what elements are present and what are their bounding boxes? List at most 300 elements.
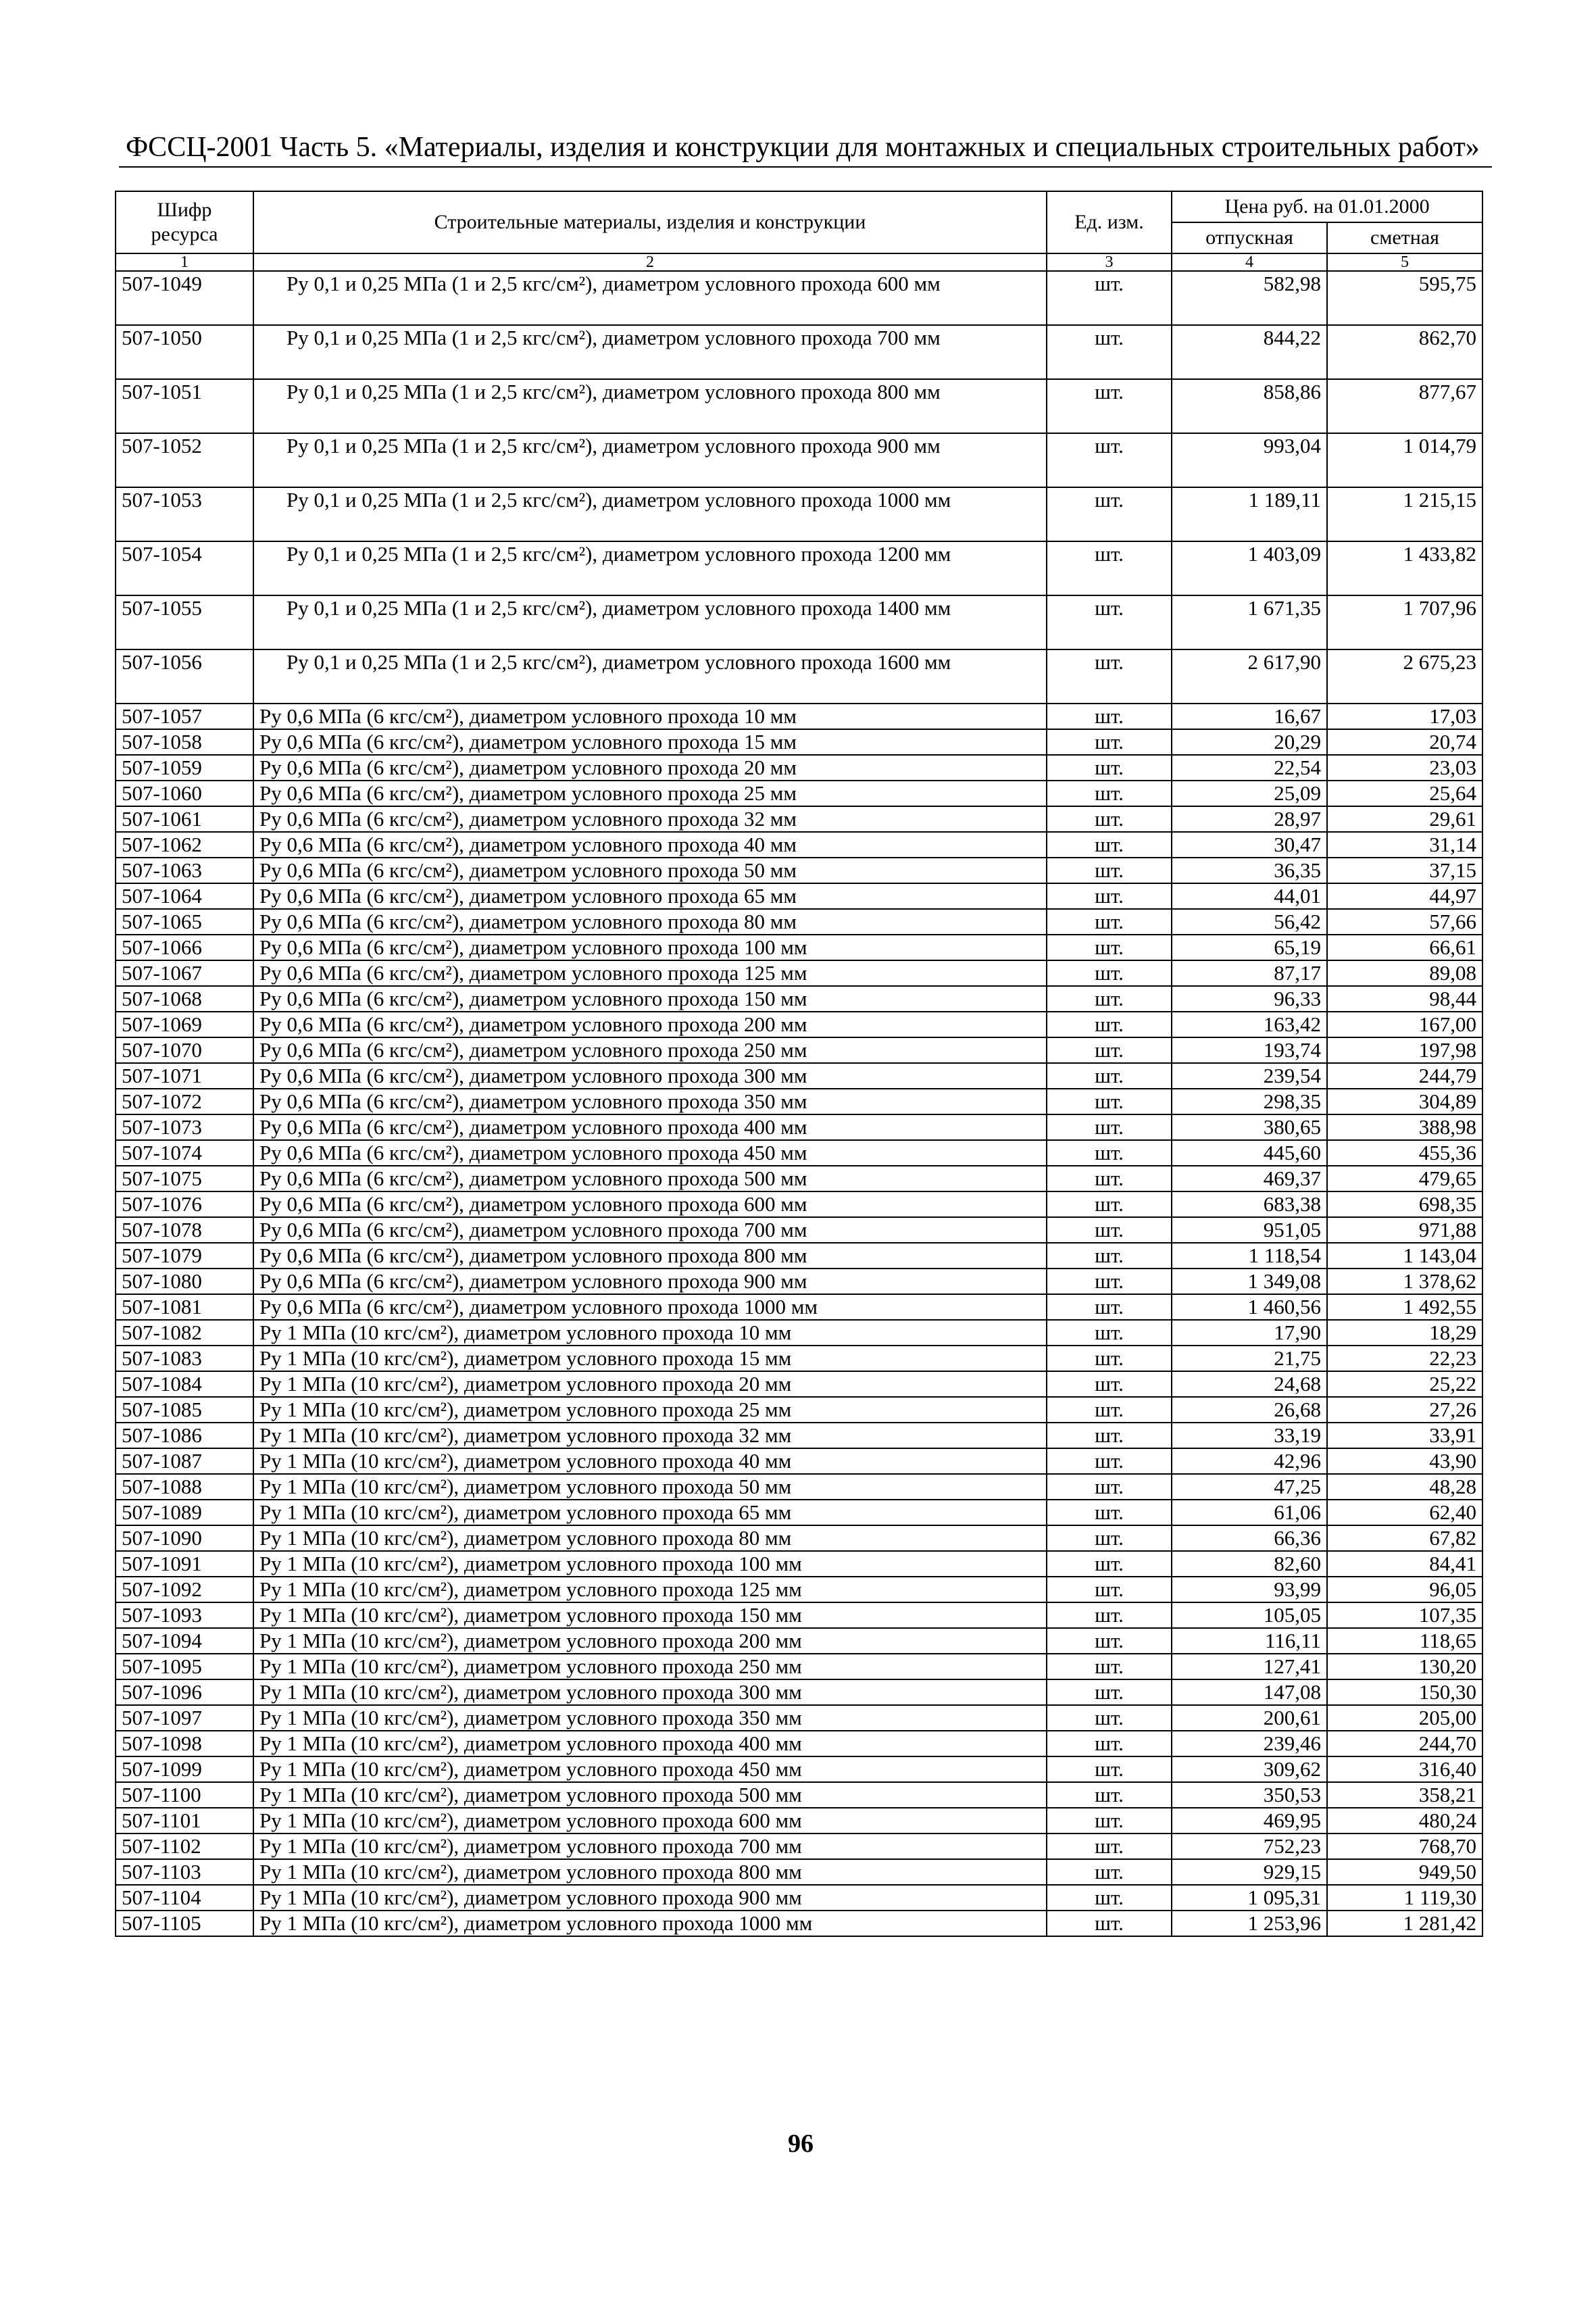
wholesale-price-cell: 47,25 — [1172, 1474, 1327, 1500]
estimate-price-cell: 67,82 — [1327, 1525, 1482, 1551]
description-cell: Ру 0,6 МПа (6 кгс/см²), диаметром условного прохода 65 мм — [253, 883, 1047, 909]
estimate-price-cell: 29,61 — [1327, 806, 1482, 832]
unit-cell: шт. — [1047, 1551, 1172, 1577]
table-row — [116, 1756, 1482, 1782]
estimate-price-cell: 84,41 — [1327, 1551, 1482, 1577]
unit-cell: шт. — [1047, 1885, 1172, 1911]
estimate-price-cell: 17,03 — [1327, 704, 1482, 729]
code-cell: 507-1052 — [116, 433, 253, 487]
unit-cell: шт. — [1047, 1833, 1172, 1859]
estimate-price-cell: 949,50 — [1327, 1859, 1482, 1885]
description-cell: Ру 1 МПа (10 кгс/см²), диаметром условного прохода 65 мм — [253, 1500, 1047, 1525]
estimate-price-cell: 43,90 — [1327, 1448, 1482, 1474]
wholesale-price-cell: 582,98 — [1172, 271, 1327, 325]
wholesale-price-cell: 239,46 — [1172, 1731, 1327, 1756]
wholesale-price-cell: 469,95 — [1172, 1808, 1327, 1833]
code-cell: 507-1081 — [116, 1294, 253, 1320]
code-cell: 507-1103 — [116, 1859, 253, 1885]
estimate-price-cell: 150,30 — [1327, 1679, 1482, 1705]
wholesale-price-cell: 30,47 — [1172, 832, 1327, 858]
table-row — [116, 1294, 1482, 1320]
table-row — [116, 1628, 1482, 1654]
wholesale-price-cell: 87,17 — [1172, 960, 1327, 986]
code-cell: 507-1095 — [116, 1654, 253, 1679]
header-wholesale: отпускная — [1172, 222, 1327, 253]
table-row — [116, 1346, 1482, 1371]
wholesale-price-cell: 24,68 — [1172, 1371, 1327, 1397]
description-cell: Ру 0,6 МПа (6 кгс/см²), диаметром условного прохода 15 мм — [253, 729, 1047, 755]
code-cell: 507-1073 — [116, 1114, 253, 1140]
wholesale-price-cell: 1 095,31 — [1172, 1885, 1327, 1911]
code-cell: 507-1056 — [116, 649, 253, 704]
table-row — [116, 1320, 1482, 1346]
unit-cell: шт. — [1047, 1525, 1172, 1551]
wholesale-price-cell: 93,99 — [1172, 1577, 1327, 1602]
unit-cell: шт. — [1047, 960, 1172, 986]
code-cell: 507-1051 — [116, 379, 253, 433]
table-row — [116, 806, 1482, 832]
wholesale-price-cell: 17,90 — [1172, 1320, 1327, 1346]
estimate-price-cell: 89,08 — [1327, 960, 1482, 986]
code-cell: 507-1058 — [116, 729, 253, 755]
estimate-price-cell: 358,21 — [1327, 1782, 1482, 1808]
unit-cell: шт. — [1047, 1166, 1172, 1191]
estimate-price-cell: 62,40 — [1327, 1500, 1482, 1525]
table-row — [116, 271, 1482, 325]
estimate-price-cell: 31,14 — [1327, 832, 1482, 858]
estimate-price-cell: 1 014,79 — [1327, 433, 1482, 487]
wholesale-price-cell: 20,29 — [1172, 729, 1327, 755]
table-row — [116, 883, 1482, 909]
table-row — [116, 1705, 1482, 1731]
table-row — [116, 1885, 1482, 1911]
code-cell: 507-1074 — [116, 1140, 253, 1166]
code-cell: 507-1072 — [116, 1089, 253, 1114]
code-cell: 507-1096 — [116, 1679, 253, 1705]
unit-cell: шт. — [1047, 1269, 1172, 1294]
code-cell: 507-1104 — [116, 1885, 253, 1911]
estimate-price-cell: 25,22 — [1327, 1371, 1482, 1397]
table-row — [116, 960, 1482, 986]
unit-cell: шт. — [1047, 1063, 1172, 1089]
unit-cell: шт. — [1047, 325, 1172, 379]
unit-cell: шт. — [1047, 909, 1172, 935]
description-cell: Ру 1 МПа (10 кгс/см²), диаметром условного прохода 900 мм — [253, 1885, 1047, 1911]
description-cell: Ру 1 МПа (10 кгс/см²), диаметром условного прохода 700 мм — [253, 1833, 1047, 1859]
wholesale-price-cell: 350,53 — [1172, 1782, 1327, 1808]
description-cell: Ру 0,1 и 0,25 МПа (1 и 2,5 кгс/см²), диаметром условного прохода 800 мм — [253, 379, 1047, 433]
description-cell: Ру 0,6 МПа (6 кгс/см²), диаметром условного прохода 32 мм — [253, 806, 1047, 832]
description-cell: Ру 1 МПа (10 кгс/см²), диаметром условного прохода 600 мм — [253, 1808, 1047, 1833]
code-cell: 507-1083 — [116, 1346, 253, 1371]
estimate-price-cell: 1 433,82 — [1327, 541, 1482, 595]
wholesale-price-cell: 1 671,35 — [1172, 595, 1327, 649]
wholesale-price-cell: 200,61 — [1172, 1705, 1327, 1731]
wholesale-price-cell: 96,33 — [1172, 986, 1327, 1012]
header-price-group: Цена руб. на 01.01.2000 — [1172, 191, 1482, 222]
estimate-price-cell: 455,36 — [1327, 1140, 1482, 1166]
unit-cell: шт. — [1047, 1474, 1172, 1500]
estimate-price-cell: 877,67 — [1327, 379, 1482, 433]
table-row — [116, 1731, 1482, 1756]
code-cell: 507-1063 — [116, 858, 253, 883]
description-cell: Ру 1 МПа (10 кгс/см²), диаметром условного прохода 10 мм — [253, 1320, 1047, 1346]
wholesale-price-cell: 844,22 — [1172, 325, 1327, 379]
estimate-price-cell: 971,88 — [1327, 1217, 1482, 1243]
estimate-price-cell: 37,15 — [1327, 858, 1482, 883]
table-row — [116, 433, 1482, 487]
estimate-price-cell: 66,61 — [1327, 935, 1482, 960]
wholesale-price-cell: 61,06 — [1172, 1500, 1327, 1525]
table-row — [116, 1243, 1482, 1269]
description-cell: Ру 1 МПа (10 кгс/см²), диаметром условного прохода 250 мм — [253, 1654, 1047, 1679]
code-cell: 507-1099 — [116, 1756, 253, 1782]
description-cell: Ру 0,6 МПа (6 кгс/см²), диаметром условного прохода 50 мм — [253, 858, 1047, 883]
estimate-price-cell: 1 707,96 — [1327, 595, 1482, 649]
unit-cell: шт. — [1047, 487, 1172, 541]
code-cell: 507-1062 — [116, 832, 253, 858]
unit-cell: шт. — [1047, 1217, 1172, 1243]
table-row — [116, 1782, 1482, 1808]
wholesale-price-cell: 445,60 — [1172, 1140, 1327, 1166]
table-row — [116, 1063, 1482, 1089]
wholesale-price-cell: 469,37 — [1172, 1166, 1327, 1191]
estimate-price-cell: 205,00 — [1327, 1705, 1482, 1731]
code-cell: 507-1087 — [116, 1448, 253, 1474]
description-cell: Ру 0,6 МПа (6 кгс/см²), диаметром условного прохода 40 мм — [253, 832, 1047, 858]
unit-cell: шт. — [1047, 1577, 1172, 1602]
code-cell: 507-1089 — [116, 1500, 253, 1525]
code-cell: 507-1068 — [116, 986, 253, 1012]
table-row — [116, 909, 1482, 935]
unit-cell: шт. — [1047, 1859, 1172, 1885]
code-cell: 507-1057 — [116, 704, 253, 729]
description-cell: Ру 0,6 МПа (6 кгс/см²), диаметром условного прохода 250 мм — [253, 1037, 1047, 1063]
estimate-price-cell: 130,20 — [1327, 1654, 1482, 1679]
description-cell: Ру 0,6 МПа (6 кгс/см²), диаметром условного прохода 1000 мм — [253, 1294, 1047, 1320]
table-row — [116, 729, 1482, 755]
wholesale-price-cell: 1 253,96 — [1172, 1911, 1327, 1936]
estimate-price-cell: 18,29 — [1327, 1320, 1482, 1346]
estimate-price-cell: 1 215,15 — [1327, 487, 1482, 541]
estimate-price-cell: 388,98 — [1327, 1114, 1482, 1140]
table-row — [116, 379, 1482, 433]
table-body — [116, 271, 1482, 1936]
column-number: 2 — [253, 253, 1047, 271]
wholesale-price-cell: 33,19 — [1172, 1423, 1327, 1448]
wholesale-price-cell: 105,05 — [1172, 1602, 1327, 1628]
description-cell: Ру 0,1 и 0,25 МПа (1 и 2,5 кгс/см²), диаметром условного прохода 1200 мм — [253, 541, 1047, 595]
estimate-price-cell: 197,98 — [1327, 1037, 1482, 1063]
code-cell: 507-1075 — [116, 1166, 253, 1191]
unit-cell: шт. — [1047, 541, 1172, 595]
estimate-price-cell: 23,03 — [1327, 755, 1482, 781]
description-cell: Ру 0,6 МПа (6 кгс/см²), диаметром условного прохода 350 мм — [253, 1089, 1047, 1114]
estimate-price-cell: 698,35 — [1327, 1191, 1482, 1217]
table-row — [116, 1217, 1482, 1243]
description-cell: Ру 1 МПа (10 кгс/см²), диаметром условного прохода 40 мм — [253, 1448, 1047, 1474]
table-row — [116, 487, 1482, 541]
wholesale-price-cell: 1 118,54 — [1172, 1243, 1327, 1269]
unit-cell: шт. — [1047, 1294, 1172, 1320]
description-cell: Ру 0,6 МПа (6 кгс/см²), диаметром условного прохода 80 мм — [253, 909, 1047, 935]
description-cell: Ру 0,1 и 0,25 МПа (1 и 2,5 кгс/см²), диаметром условного прохода 700 мм — [253, 325, 1047, 379]
wholesale-price-cell: 239,54 — [1172, 1063, 1327, 1089]
wholesale-price-cell: 36,35 — [1172, 858, 1327, 883]
unit-cell: шт. — [1047, 595, 1172, 649]
estimate-price-cell: 1 492,55 — [1327, 1294, 1482, 1320]
description-cell: Ру 1 МПа (10 кгс/см²), диаметром условного прохода 20 мм — [253, 1371, 1047, 1397]
unit-cell: шт. — [1047, 433, 1172, 487]
table-row — [116, 1423, 1482, 1448]
wholesale-price-cell: 1 460,56 — [1172, 1294, 1327, 1320]
description-cell: Ру 1 МПа (10 кгс/см²), диаметром условного прохода 50 мм — [253, 1474, 1047, 1500]
estimate-price-cell: 44,97 — [1327, 883, 1482, 909]
table-row — [116, 325, 1482, 379]
description-cell: Ру 1 МПа (10 кгс/см²), диаметром условного прохода 200 мм — [253, 1628, 1047, 1654]
table-row — [116, 1474, 1482, 1500]
code-cell: 507-1071 — [116, 1063, 253, 1089]
code-cell: 507-1076 — [116, 1191, 253, 1217]
estimate-price-cell: 480,24 — [1327, 1808, 1482, 1833]
unit-cell: шт. — [1047, 1243, 1172, 1269]
wholesale-price-cell: 1 189,11 — [1172, 487, 1327, 541]
wholesale-price-cell: 298,35 — [1172, 1089, 1327, 1114]
price-table — [115, 191, 1483, 1937]
unit-cell: шт. — [1047, 1191, 1172, 1217]
table-row — [116, 986, 1482, 1012]
unit-cell: шт. — [1047, 379, 1172, 433]
code-cell: 507-1080 — [116, 1269, 253, 1294]
header-code: Шифр ресурса — [116, 191, 253, 253]
unit-cell: шт. — [1047, 1756, 1172, 1782]
unit-cell: шт. — [1047, 1089, 1172, 1114]
wholesale-price-cell: 929,15 — [1172, 1859, 1327, 1885]
code-cell: 507-1100 — [116, 1782, 253, 1808]
estimate-price-cell: 316,40 — [1327, 1756, 1482, 1782]
code-cell: 507-1061 — [116, 806, 253, 832]
code-cell: 507-1065 — [116, 909, 253, 935]
description-cell: Ру 0,1 и 0,25 МПа (1 и 2,5 кгс/см²), диаметром условного прохода 600 мм — [253, 271, 1047, 325]
estimate-price-cell: 1 143,04 — [1327, 1243, 1482, 1269]
table-row — [116, 1371, 1482, 1397]
unit-cell: шт. — [1047, 1705, 1172, 1731]
description-cell: Ру 1 МПа (10 кгс/см²), диаметром условного прохода 80 мм — [253, 1525, 1047, 1551]
header-estimate: сметная — [1327, 222, 1482, 253]
wholesale-price-cell: 309,62 — [1172, 1756, 1327, 1782]
description-cell: Ру 0,6 МПа (6 кгс/см²), диаметром условного прохода 900 мм — [253, 1269, 1047, 1294]
unit-cell: шт. — [1047, 1679, 1172, 1705]
code-cell: 507-1066 — [116, 935, 253, 960]
description-cell: Ру 0,6 МПа (6 кгс/см²), диаметром условного прохода 25 мм — [253, 781, 1047, 806]
unit-cell: шт. — [1047, 832, 1172, 858]
column-number: 4 — [1172, 253, 1327, 271]
description-cell: Ру 0,6 МПа (6 кгс/см²), диаметром условного прохода 700 мм — [253, 1217, 1047, 1243]
unit-cell: шт. — [1047, 1371, 1172, 1397]
unit-cell: шт. — [1047, 883, 1172, 909]
code-cell: 507-1069 — [116, 1012, 253, 1037]
code-cell: 507-1060 — [116, 781, 253, 806]
unit-cell: шт. — [1047, 1911, 1172, 1936]
code-cell: 507-1097 — [116, 1705, 253, 1731]
description-cell: Ру 1 МПа (10 кгс/см²), диаметром условного прохода 100 мм — [253, 1551, 1047, 1577]
table-row — [116, 1089, 1482, 1114]
unit-cell: шт. — [1047, 755, 1172, 781]
wholesale-price-cell: 26,68 — [1172, 1397, 1327, 1423]
unit-cell: шт. — [1047, 1654, 1172, 1679]
code-cell: 507-1091 — [116, 1551, 253, 1577]
wholesale-price-cell: 16,67 — [1172, 704, 1327, 729]
description-cell: Ру 0,6 МПа (6 кгс/см²), диаметром условного прохода 500 мм — [253, 1166, 1047, 1191]
description-cell: Ру 0,1 и 0,25 МПа (1 и 2,5 кгс/см²), диаметром условного прохода 1000 мм — [253, 487, 1047, 541]
wholesale-price-cell: 1 349,08 — [1172, 1269, 1327, 1294]
column-number: 5 — [1327, 253, 1482, 271]
unit-cell: шт. — [1047, 649, 1172, 704]
code-cell: 507-1079 — [116, 1243, 253, 1269]
wholesale-price-cell: 42,96 — [1172, 1448, 1327, 1474]
code-cell: 507-1053 — [116, 487, 253, 541]
unit-cell: шт. — [1047, 1423, 1172, 1448]
wholesale-price-cell: 1 403,09 — [1172, 541, 1327, 595]
table-row — [116, 541, 1482, 595]
wholesale-price-cell: 752,23 — [1172, 1833, 1327, 1859]
page-header: ФССЦ-2001 Часть 5. «Материалы, изделия и конструкции для монтажных и специальных строительных работ» — [126, 132, 1480, 163]
wholesale-price-cell: 993,04 — [1172, 433, 1327, 487]
code-cell: 507-1088 — [116, 1474, 253, 1500]
unit-cell: шт. — [1047, 1320, 1172, 1346]
table-row — [116, 704, 1482, 729]
table-row — [116, 1577, 1482, 1602]
code-cell: 507-1054 — [116, 541, 253, 595]
estimate-price-cell: 22,23 — [1327, 1346, 1482, 1371]
unit-cell: шт. — [1047, 271, 1172, 325]
header-rule — [119, 166, 1492, 168]
wholesale-price-cell: 21,75 — [1172, 1346, 1327, 1371]
table-row — [116, 935, 1482, 960]
unit-cell: шт. — [1047, 1448, 1172, 1474]
wholesale-price-cell: 28,97 — [1172, 806, 1327, 832]
wholesale-price-cell: 22,54 — [1172, 755, 1327, 781]
table-row — [116, 781, 1482, 806]
code-cell: 507-1067 — [116, 960, 253, 986]
description-cell: Ру 1 МПа (10 кгс/см²), диаметром условного прохода 500 мм — [253, 1782, 1047, 1808]
estimate-price-cell: 118,65 — [1327, 1628, 1482, 1654]
wholesale-price-cell: 44,01 — [1172, 883, 1327, 909]
description-cell: Ру 0,6 МПа (6 кгс/см²), диаметром условного прохода 300 мм — [253, 1063, 1047, 1089]
unit-cell: шт. — [1047, 1500, 1172, 1525]
estimate-price-cell: 25,64 — [1327, 781, 1482, 806]
table-row — [116, 1500, 1482, 1525]
wholesale-price-cell: 951,05 — [1172, 1217, 1327, 1243]
code-cell: 507-1064 — [116, 883, 253, 909]
description-cell: Ру 0,6 МПа (6 кгс/см²), диаметром условного прохода 400 мм — [253, 1114, 1047, 1140]
wholesale-price-cell: 116,11 — [1172, 1628, 1327, 1654]
description-cell: Ру 1 МПа (10 кгс/см²), диаметром условного прохода 15 мм — [253, 1346, 1047, 1371]
table-row — [116, 1166, 1482, 1191]
code-cell: 507-1098 — [116, 1731, 253, 1756]
table-row — [116, 1833, 1482, 1859]
wholesale-price-cell: 56,42 — [1172, 909, 1327, 935]
wholesale-price-cell: 25,09 — [1172, 781, 1327, 806]
table-row — [116, 1140, 1482, 1166]
description-cell: Ру 0,6 МПа (6 кгс/см²), диаметром условного прохода 200 мм — [253, 1012, 1047, 1037]
code-cell: 507-1082 — [116, 1320, 253, 1346]
unit-cell: шт. — [1047, 935, 1172, 960]
table-row — [116, 1551, 1482, 1577]
description-cell: Ру 1 МПа (10 кгс/см²), диаметром условного прохода 125 мм — [253, 1577, 1047, 1602]
description-cell: Ру 0,6 МПа (6 кгс/см²), диаметром условного прохода 450 мм — [253, 1140, 1047, 1166]
table-row — [116, 649, 1482, 704]
unit-cell: шт. — [1047, 1114, 1172, 1140]
code-cell: 507-1078 — [116, 1217, 253, 1243]
header-name: Строительные материалы, изделия и конструкции — [253, 191, 1047, 253]
description-cell: Ру 0,1 и 0,25 МПа (1 и 2,5 кгс/см²), диаметром условного прохода 900 мм — [253, 433, 1047, 487]
table-row — [116, 1654, 1482, 1679]
estimate-price-cell: 107,35 — [1327, 1602, 1482, 1628]
unit-cell: шт. — [1047, 1602, 1172, 1628]
description-cell: Ру 0,6 МПа (6 кгс/см²), диаметром условного прохода 150 мм — [253, 986, 1047, 1012]
wholesale-price-cell: 2 617,90 — [1172, 649, 1327, 704]
table-row — [116, 1191, 1482, 1217]
code-cell: 507-1093 — [116, 1602, 253, 1628]
estimate-price-cell: 98,44 — [1327, 986, 1482, 1012]
table-row — [116, 1602, 1482, 1628]
code-cell: 507-1059 — [116, 755, 253, 781]
description-cell: Ру 0,1 и 0,25 МПа (1 и 2,5 кгс/см²), диаметром условного прохода 1400 мм — [253, 595, 1047, 649]
unit-cell: шт. — [1047, 1012, 1172, 1037]
estimate-price-cell: 1 119,30 — [1327, 1885, 1482, 1911]
code-cell: 507-1049 — [116, 271, 253, 325]
description-cell: Ру 0,6 МПа (6 кгс/см²), диаметром условного прохода 125 мм — [253, 960, 1047, 986]
estimate-price-cell: 479,65 — [1327, 1166, 1482, 1191]
unit-cell: шт. — [1047, 1731, 1172, 1756]
table-row — [116, 1911, 1482, 1936]
table-row — [116, 1012, 1482, 1037]
table-row — [116, 858, 1482, 883]
description-cell: Ру 0,6 МПа (6 кгс/см²), диаметром условного прохода 100 мм — [253, 935, 1047, 960]
table-row — [116, 755, 1482, 781]
description-cell: Ру 1 МПа (10 кгс/см²), диаметром условного прохода 400 мм — [253, 1731, 1047, 1756]
code-cell: 507-1092 — [116, 1577, 253, 1602]
estimate-price-cell: 167,00 — [1327, 1012, 1482, 1037]
code-cell: 507-1084 — [116, 1371, 253, 1397]
estimate-price-cell: 27,26 — [1327, 1397, 1482, 1423]
wholesale-price-cell: 127,41 — [1172, 1654, 1327, 1679]
unit-cell: шт. — [1047, 806, 1172, 832]
table-row — [116, 1037, 1482, 1063]
page-number: 96 — [788, 2130, 814, 2158]
header-unit: Ед. изм. — [1047, 191, 1172, 253]
table-row — [116, 1269, 1482, 1294]
estimate-price-cell: 1 378,62 — [1327, 1269, 1482, 1294]
code-cell: 507-1094 — [116, 1628, 253, 1654]
estimate-price-cell: 244,79 — [1327, 1063, 1482, 1089]
unit-cell: шт. — [1047, 1808, 1172, 1833]
unit-cell: шт. — [1047, 1140, 1172, 1166]
estimate-price-cell: 595,75 — [1327, 271, 1482, 325]
code-cell: 507-1055 — [116, 595, 253, 649]
code-cell: 507-1050 — [116, 325, 253, 379]
code-cell: 507-1070 — [116, 1037, 253, 1063]
description-cell: Ру 1 МПа (10 кгс/см²), диаметром условного прохода 32 мм — [253, 1423, 1047, 1448]
unit-cell: шт. — [1047, 1628, 1172, 1654]
description-cell: Ру 1 МПа (10 кгс/см²), диаметром условного прохода 25 мм — [253, 1397, 1047, 1423]
estimate-price-cell: 244,70 — [1327, 1731, 1482, 1756]
unit-cell: шт. — [1047, 1037, 1172, 1063]
wholesale-price-cell: 858,86 — [1172, 379, 1327, 433]
wholesale-price-cell: 66,36 — [1172, 1525, 1327, 1551]
code-cell: 507-1102 — [116, 1833, 253, 1859]
